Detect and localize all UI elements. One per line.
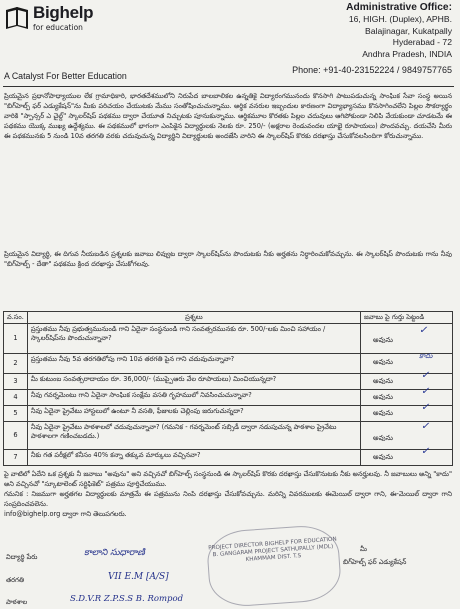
student-text: ప్రియమైన విద్యార్థి, ఈ దిగువ నీయబడిన ప్రశ్నలకు జవాబు లివ్వుట ద్వారా స్కాలర్‌షిప్‌ను పొందుటకు నీకు అర్హతను నిర్ధారించుకోవచ్చును. ఈ స్కాలర్‌షిప్ పొందుటకు గాను నీవు "బిగ్‌హెల్ప్ - దేతా" పథకము క్రింద దరఖాస్తు చేసుకోగలవు. [4,250,452,268]
closing-text: పై వాటిలో ఏదేని ఒక ప్రశ్నకు నీ జవాబు "అవును" అని వచ్చినచో బిగ్‌హెల్ప్ సంస్థనుండి ఈ స్కాలర్‌షిప్ కొరకు దరఖాస్తు చేసుకొనుటకు నీకు అనర్హులవు. నీ జవాబులు అన్ని "కాదు" అని వచ్చినచో "స్కూటాలెంట్ సర్టిఫికెట్" పత్రము పూర్తిచేయుము. [4,470,452,488]
check-mark-icon: ✓ [419,325,428,336]
answer-cell[interactable] [361,386,453,406]
row-number: 1 [4,324,28,354]
student-paragraph [4,250,452,270]
answer-yes: అవును [373,358,393,366]
sign-off-line: మీ [360,545,367,553]
intro-text: ప్రియమైన ప్రధానోపాధ్యాయుల లేక గ్రామాధికారి, భారతదేశములోని నిరుపేద బాలబాలికల ఉన్నతికై విద్యారంగమునందు కొనసాగి పాటుపడుచున్న సాంఘిక సేవా సంస్థ అయిన "బిగ్‌హెల్ప్ ఫర్ ఎడ్యుకేషన్"ను మీకు పరిచయం చేయుటకు మేము సంతోషించుచున్నాము. అర్థిక వనరుల ఇబ్బందుల కారణంగా విద్యాభ్యాసము కొనసాగించలేని పిల్లల సౌకర్యార్థం వారికి "స్పాన్సర్ ఎ చైల్డ్" స్కాలర్‌షిప్ పథకము ద్వారా చేయూత నిచ్చుటకు పూనుకున్నాము. ఆర్థికమూల కొరతకు పిల్లల చదువులు ఆగిపోకుండా నిలిపి వేయకుండా చూడటమే ఈ పథకము యొక్క ముఖ్య ఉద్దేశ్యము. ఈ పథకములో భాగంగా ఎంపికైన విద్యార్థులకు నెలకు రూ. 250/- (అక్షరాల రెండువందల యాభై రూపాయలు) పొందవచ్చు. దయచేసి మీరు ఈ పథకమునకు 5 నుండి 10వ తరగతి వరకు చదువుచున్న విద్యార్థిని విద్యార్థులకు అందజేసి వారిని ఈ స్కాలర్‌షిప్ కొరకు దరఖాస్తు చేసుకోవలసిందిగా కోరుచున్నాము. [4,92,452,140]
office-address [252,2,452,76]
office-line: Andhra Pradesh, INDIA [362,48,452,59]
table-row [4,422,453,450]
brand-name: Bighelp [33,3,94,22]
note-text: గమనిక : నిజముగా అర్హతగల విద్యార్థులకు మాత్రమే ఈ పత్రమును నింపి దరఖాస్తు చేసుకోవచ్చును. మరిన్ని వివరములకు ఈమెయిల్ ద్వారా గాని, ఈ-మెయిల్ ద్వారా గాని సంప్రదించవలెను. [4,489,452,508]
answer-cell[interactable] [361,402,453,422]
row-question: నీవు గవర్నమెంటు గాని ఏదైనా సాంఘిక సంక్షేమ వసతి గృహములో నివసించుచున్నావా? [27,390,360,406]
row-number: 2 [4,354,28,374]
col-answer-header: జవాబు పై గుర్తు పెట్టండి [361,312,453,324]
table-header-row [4,312,453,324]
office-title: Administrative Office: [346,2,452,13]
table-row [4,450,453,466]
closing-paragraph [4,470,452,520]
header-divider [3,86,454,87]
class-value[interactable]: VII E.M [A/S] [108,572,169,582]
book-logo-icon [4,4,30,32]
school-value[interactable]: S.D.V.R Z.P.S.S B. Rompod [70,594,184,604]
stamp-text: PROJECT DIRECTOR BIGHELP FOR EDUCATION B. GANGARAM PROJECT SATHUPALLY (MDL) KHAMMAM DIST. T.S [208,536,337,563]
class-label: తరగతి [6,576,25,584]
row-number: 5 [4,406,28,422]
brand-subtitle: for education [33,23,83,32]
check-mark-icon: ✓ [421,446,430,457]
student-name-value[interactable]: కాలాని సుధారాణి [84,548,145,558]
check-mark-icon: ✓ [421,421,430,432]
answer-cell[interactable] [361,446,453,466]
email-line: info@bighelp.org ద్వారా గాని తెలుపగలరు. [4,509,127,518]
table-row [4,406,453,422]
intro-paragraph [4,92,452,142]
answer-yes: అవును [373,453,393,461]
row-number: 6 [4,422,28,450]
project-director-stamp [206,523,343,608]
student-name-label: విద్యార్థి పేరు [6,553,38,561]
answer-no: కాదు [419,352,433,360]
answer-cell[interactable] [361,370,453,390]
answer-yes: అవును [373,336,393,344]
row-number: 3 [4,374,28,390]
table-row [4,374,453,390]
answer-cell[interactable] [361,354,453,374]
row-question: ప్రస్తుతము నీవు 5వ తరగతిలోపు గాని 10వ తరగతి పైన గాని చదువుచున్నావా? [27,354,360,374]
office-phone: Phone: +91-40-23152224 / 9849757765 [292,65,452,76]
check-mark-icon: ✓ [421,402,430,413]
row-question: ప్రస్తుతము నీవు ప్రభుత్వమునుండి గాని ఏదైనా సంస్థనుండి గాని సంవత్సరమునకు రూ. 500/-లకు మించి సహాయం / స్కాలర్‌షిప్‌ను పొందుచున్నావా? [27,324,360,354]
row-question: నీకు గత పరీక్షలో కనీసం 40% కన్నా తక్కువ మార్కులు వచ్చినవా? [27,450,360,466]
school-label: పాఠశాల [6,598,28,606]
office-line: Balajinagar, Kukatpally [365,25,452,36]
answer-cell[interactable] [361,422,453,450]
table-row [4,390,453,406]
row-question: నీవు ఏదైనా ప్రైవేటు హాస్టలులో ఉంటూ నీ వసతి, ఫీజులకు చెల్లింపు జరుగుచున్నదా? [27,406,360,422]
row-question: నీవు ఏదైనా ప్రైవేటు పాఠశాలలో చదువుచున్నావా? (గమనిక - గవర్నమెంట్ సబ్సిడీ ద్వారా నడుపుచున్న పాఠశాల ప్రైవేటు పాఠశాలగా గణించబడదు.) [27,422,360,450]
answer-yes: అవును [373,377,393,385]
table-row [4,324,453,354]
office-line: Hyderabad - 72 [392,37,452,48]
check-mark-icon: ✓ [421,370,430,381]
table-row [4,354,453,374]
col-question-header: ప్రశ్నలు [27,312,360,324]
row-number: 4 [4,390,28,406]
answer-yes: అవును [373,393,393,401]
office-line: 16, HIGH. (Duplex), APHB. [348,14,452,25]
answer-yes: అవును [373,434,393,442]
check-mark-icon: ✓ [421,386,430,397]
sign-off-org: బిగ్‌హెల్ప్ ఫర్ ఎడ్యుకేషన్ [343,558,407,566]
row-question: మీ కుటుంబ సంవత్సరాదాయం రూ. 36,000/- (ముప్పైఆరు వేల రూపాయలు) మించియున్నదా? [27,374,360,390]
answer-cell[interactable] [361,324,453,354]
row-number: 7 [4,450,28,466]
eligibility-table [3,311,453,466]
tagline: A Catalyst For Better Education [4,71,127,81]
col-number-header: వ.సం. [4,312,28,324]
answer-yes: అవును [373,409,393,417]
